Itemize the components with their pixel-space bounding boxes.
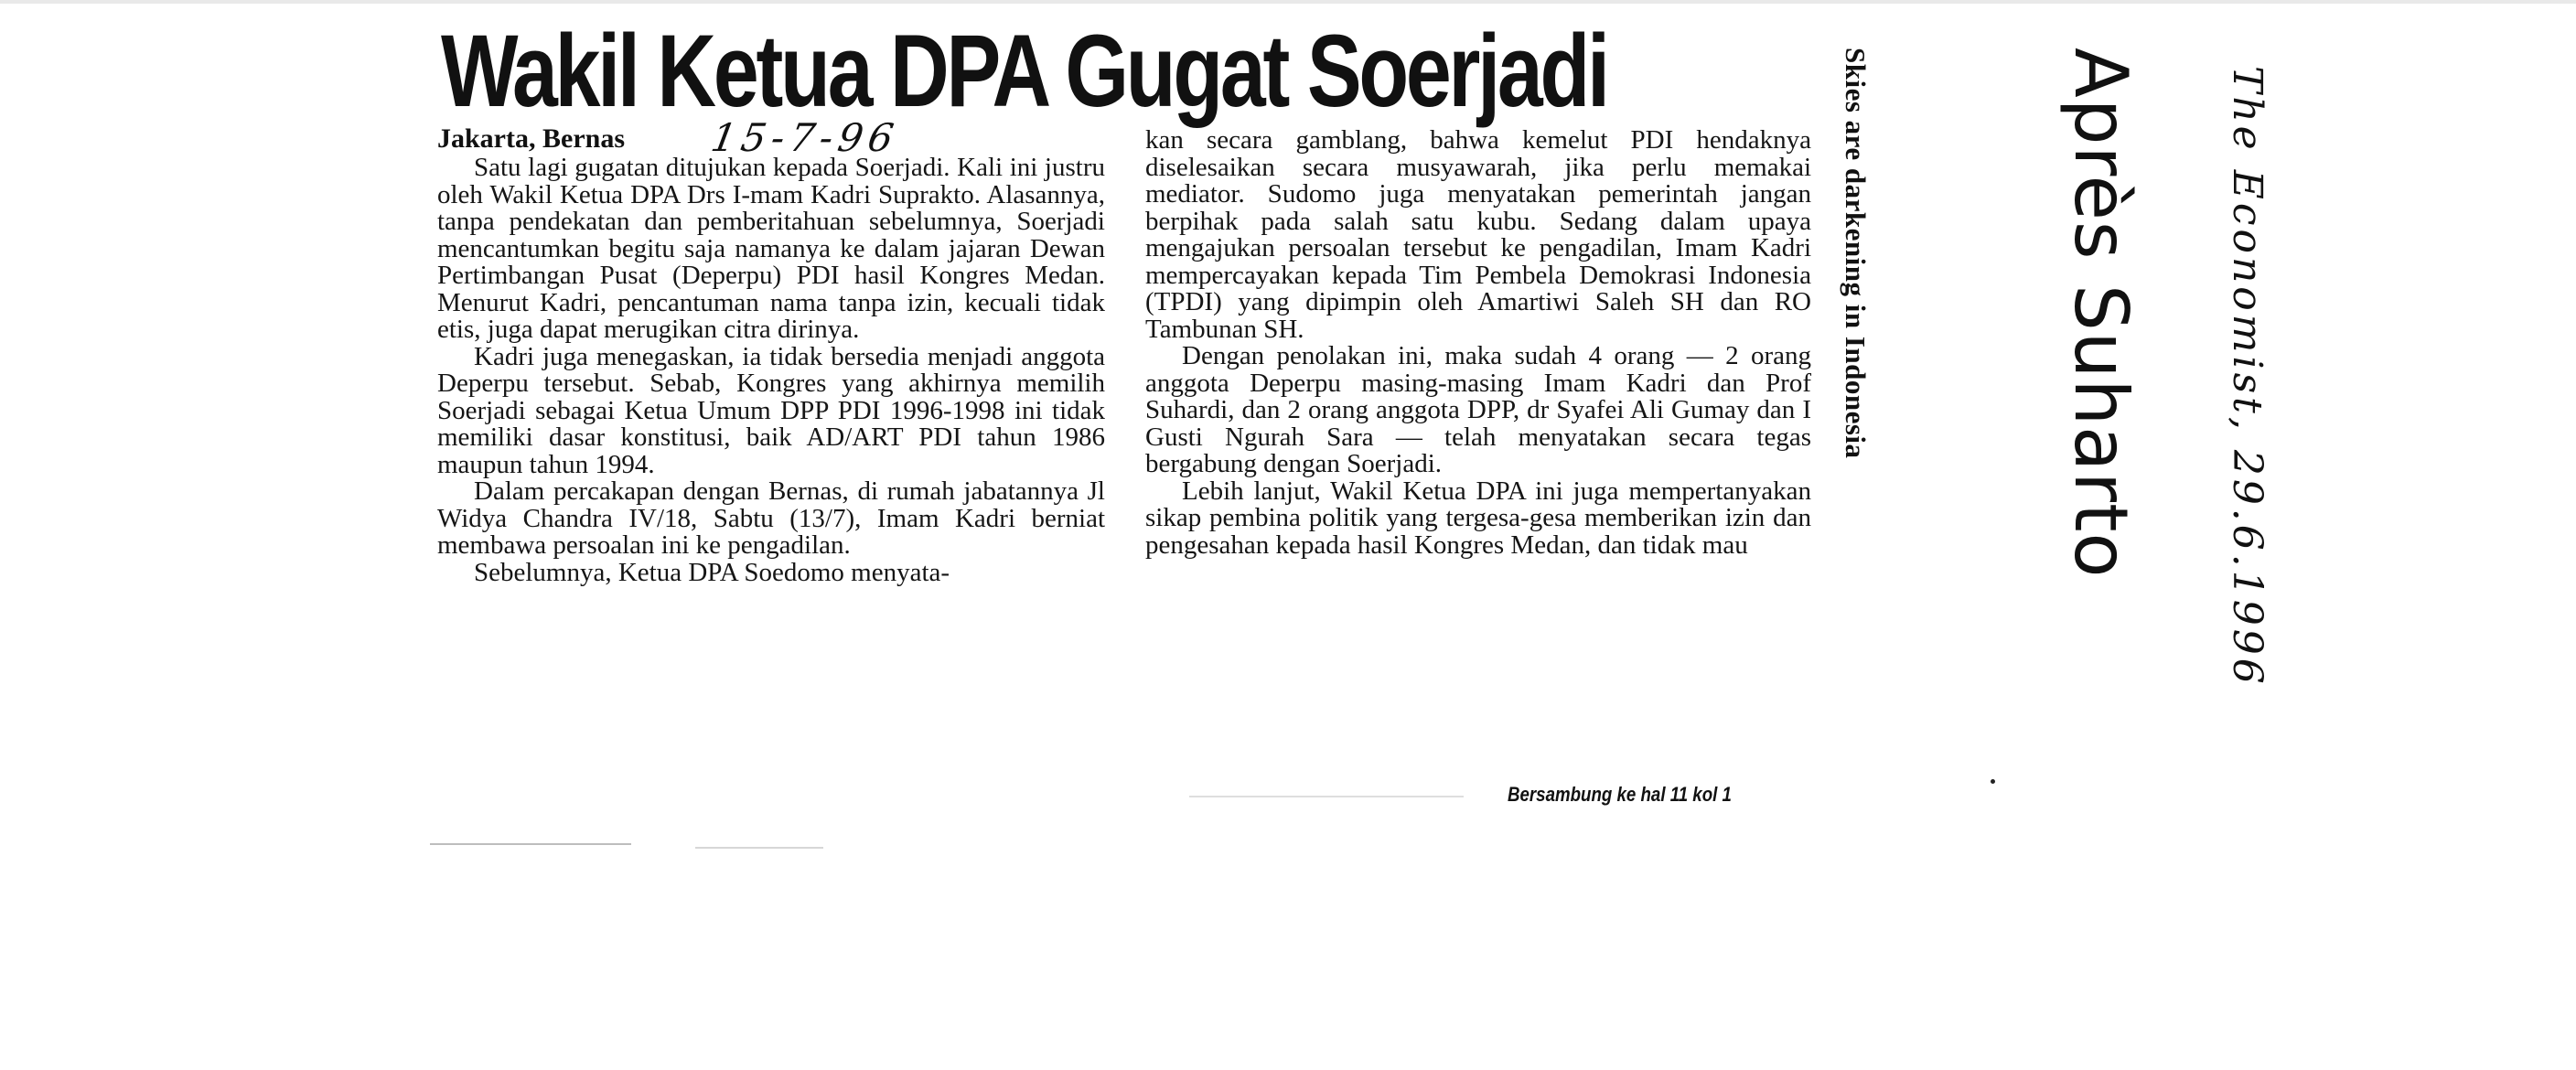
paragraph-right-2: Dengan penolakan ini, maka sudah 4 orang — 2 orang anggota Deperpu masing-masing Imam Kadri dan Prof Suhardi, dan 2 orang anggota DPP, dr Syafei Ali Gumay dan I Gusti Ngurah Sara — telah menyatakan secara tegas bergabung dengan Soerjadi. xyxy=(1145,341,1811,478)
article-column-left xyxy=(437,155,1105,586)
paragraph-left-3: Dalam percakapan dengan Bernas, di rumah jabatannya Jl Widya Chandra IV/18, Sabtu (13/7), Imam Kadri berniat membawa persoalan ini ke pengadilan. xyxy=(437,476,1105,560)
paragraph-left-1: Satu lagi gugatan ditujukan kepada Soerjadi. Kali ini justru oleh Wakil Ketua DPA Drs I-mam Kadri Suprakto. Alasannya, tanpa pendekatan dan pemberitahuan sebelumnya, Soerjadi mencantumkan begitu saja namanya ke dalam jajaran Dewan Pertimbangan Pusat (Deperpu) PDI hasil Kongres Medan. Menurut Kadri, pencantuman nama tanpa izin, kecuali tidak etis, juga dapat merugikan citra dirinya. xyxy=(437,153,1105,344)
paragraph-right-1: kan secara gamblang, bahwa kemelut PDI hendaknya diselesaikan secara musyawarah, jika perlu memakai mediator. Sudomo juga menyatakan pemerintah jangan berpihak pada salah satu kubu. Sedang dalam upaya mengajukan persoalan tersebut ke pengadilan, Imam Kadri mempercayakan kepada Tim Pembela Demokrasi Indonesia (TPDI) yang dipimpin oleh Amartiwi Saleh SH dan RO Tambunan SH. xyxy=(1145,125,1811,344)
handwritten-source-note: The Economist, 29.6.1996 xyxy=(2224,66,2270,688)
paragraph-left-4: Sebelumnya, Ketua DPA Soedomo menyata- xyxy=(474,557,950,587)
byline-row xyxy=(437,115,903,160)
scan-noise-line xyxy=(430,843,631,845)
top-edge-rule xyxy=(0,0,2576,4)
scan-noise-line xyxy=(1189,796,1464,797)
article-headline: Wakil Ketua DPA Gugat Soerjadi xyxy=(441,14,1607,128)
continued-note: Bersambung ke hal 11 kol 1 xyxy=(1508,783,1732,806)
scan-noise-line xyxy=(695,847,823,849)
clipping-subtitle: Skies are darkening in Indonesia xyxy=(1840,48,1872,459)
paragraph-right-3: Lebih lanjut, Wakil Ketua DPA ini juga mempertanyakan sikap pembina politik yang tergesa-gesa memberikan izin dan pengesahan kepada hasil Kongres Medan, dan tidak mau xyxy=(1145,476,1811,560)
handwritten-date: 15-7-96 xyxy=(707,115,903,160)
paragraph-left-2: Kadri juga menegaskan, ia tidak bersedia menjadi anggota Deperpu tersebut. Sebab, Kongres yang akhirnya memilih Soerjadi sebagai Ketua Umum DPP PDI 1996-1998 ini tidak memiliki dasar konstitusi, baik AD/ART PDI tahun 1986 maupun tahun 1994. xyxy=(437,341,1105,479)
article-column-right xyxy=(1145,127,1811,559)
clipping-title: Après Suharto xyxy=(2058,48,2143,579)
scan-speck xyxy=(1991,779,1995,784)
article-byline: Jakarta, Bernas xyxy=(437,123,625,154)
